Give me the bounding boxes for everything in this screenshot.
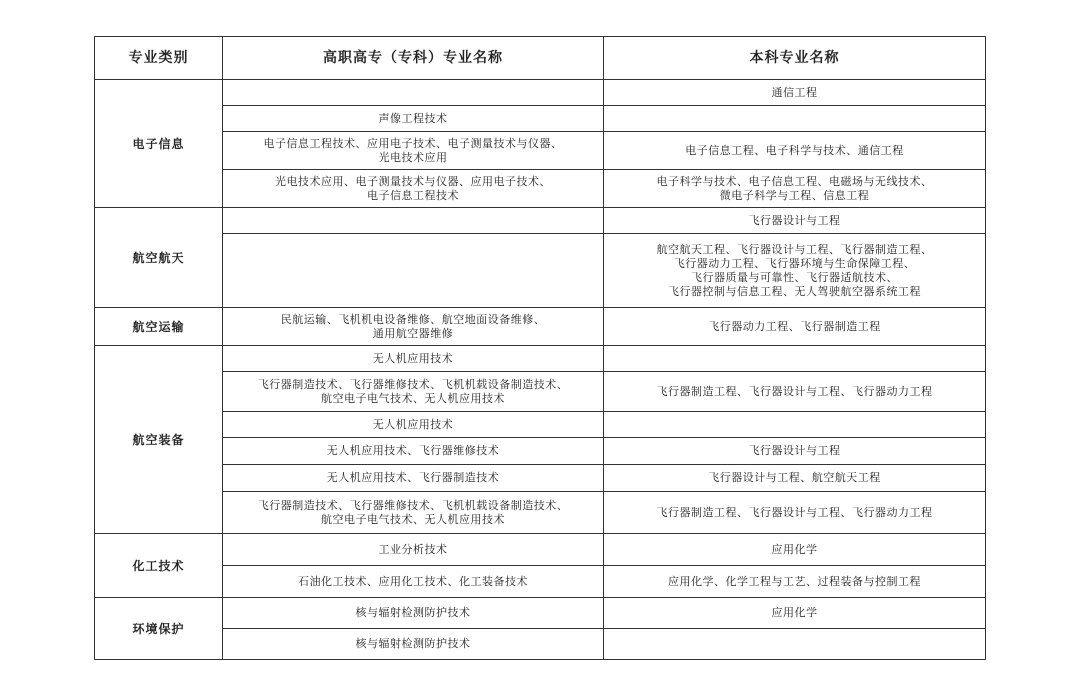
vocational-cell: 无人机应用技术、飞行器制造技术 (223, 465, 604, 492)
major-correspondence-table (94, 36, 986, 660)
vocational-cell: 飞行器制造技术、飞行器维修技术、飞机机载设备制造技术、 航空电子电气技术、无人机应用技术 (223, 372, 604, 412)
vocational-cell: 光电技术应用、电子测量技术与仪器、应用电子技术、 电子信息工程技术 (223, 170, 604, 208)
table-row (95, 80, 986, 106)
header-vocational: 高职高专（专科）专业名称 (223, 37, 604, 80)
header-row (95, 37, 986, 80)
table-row (95, 629, 986, 660)
undergraduate-cell (604, 629, 986, 660)
undergraduate-cell: 通信工程 (604, 80, 986, 106)
table-row (95, 465, 986, 492)
vocational-cell: 民航运输、飞机机电设备维修、航空地面设备维修、 通用航空器维修 (223, 308, 604, 346)
table-row (95, 234, 986, 308)
vocational-cell: 无人机应用技术 (223, 412, 604, 438)
table-row (95, 566, 986, 598)
category-cell: 航空装备 (95, 346, 223, 534)
undergraduate-cell: 电子信息工程、电子科学与技术、通信工程 (604, 132, 986, 170)
vocational-cell: 飞行器制造技术、飞行器维修技术、飞机机载设备制造技术、 航空电子电气技术、无人机应用技术 (223, 492, 604, 534)
undergraduate-cell: 电子科学与技术、电子信息工程、电磁场与无线技术、 微电子科学与工程、信息工程 (604, 170, 986, 208)
undergraduate-cell: 飞行器制造工程、飞行器设计与工程、飞行器动力工程 (604, 372, 986, 412)
header-undergraduate: 本科专业名称 (604, 37, 986, 80)
category-cell: 电子信息 (95, 80, 223, 208)
category-cell: 化工技术 (95, 534, 223, 598)
undergraduate-cell: 飞行器制造工程、飞行器设计与工程、飞行器动力工程 (604, 492, 986, 534)
undergraduate-cell: 应用化学、化学工程与工艺、过程装备与控制工程 (604, 566, 986, 598)
vocational-cell: 工业分析技术 (223, 534, 604, 566)
category-cell: 环境保护 (95, 598, 223, 660)
undergraduate-cell: 航空航天工程、飞行器设计与工程、飞行器制造工程、 飞行器动力工程、飞行器环境与生命保障工程、 飞行器质量与可靠性、飞行器适航技术、 飞行器控制与信息工程、无人驾驶航空器系统工程 (604, 234, 986, 308)
undergraduate-cell (604, 106, 986, 132)
category-cell: 航空运输 (95, 308, 223, 346)
table-row (95, 106, 986, 132)
vocational-cell (223, 208, 604, 234)
table-row (95, 132, 986, 170)
undergraduate-cell (604, 346, 986, 372)
table-row (95, 372, 986, 412)
table-row (95, 534, 986, 566)
table-row (95, 170, 986, 208)
table-row (95, 208, 986, 234)
undergraduate-cell: 飞行器设计与工程 (604, 438, 986, 465)
table-row (95, 598, 986, 629)
table-row (95, 412, 986, 438)
vocational-cell: 电子信息工程技术、应用电子技术、电子测量技术与仪器、 光电技术应用 (223, 132, 604, 170)
header-category: 专业类别 (95, 37, 223, 80)
vocational-cell: 核与辐射检测防护技术 (223, 629, 604, 660)
undergraduate-cell: 飞行器设计与工程 (604, 208, 986, 234)
table-row (95, 492, 986, 534)
undergraduate-cell: 飞行器动力工程、飞行器制造工程 (604, 308, 986, 346)
table-row (95, 308, 986, 346)
vocational-cell (223, 80, 604, 106)
vocational-cell: 核与辐射检测防护技术 (223, 598, 604, 629)
vocational-cell: 声像工程技术 (223, 106, 604, 132)
category-cell: 航空航天 (95, 208, 223, 308)
vocational-cell: 无人机应用技术、飞行器维修技术 (223, 438, 604, 465)
undergraduate-cell (604, 412, 986, 438)
undergraduate-cell: 应用化学 (604, 534, 986, 566)
table-row (95, 346, 986, 372)
vocational-cell: 石油化工技术、应用化工技术、化工装备技术 (223, 566, 604, 598)
table-row (95, 438, 986, 465)
vocational-cell (223, 234, 604, 308)
undergraduate-cell: 应用化学 (604, 598, 986, 629)
vocational-cell: 无人机应用技术 (223, 346, 604, 372)
undergraduate-cell: 飞行器设计与工程、航空航天工程 (604, 465, 986, 492)
